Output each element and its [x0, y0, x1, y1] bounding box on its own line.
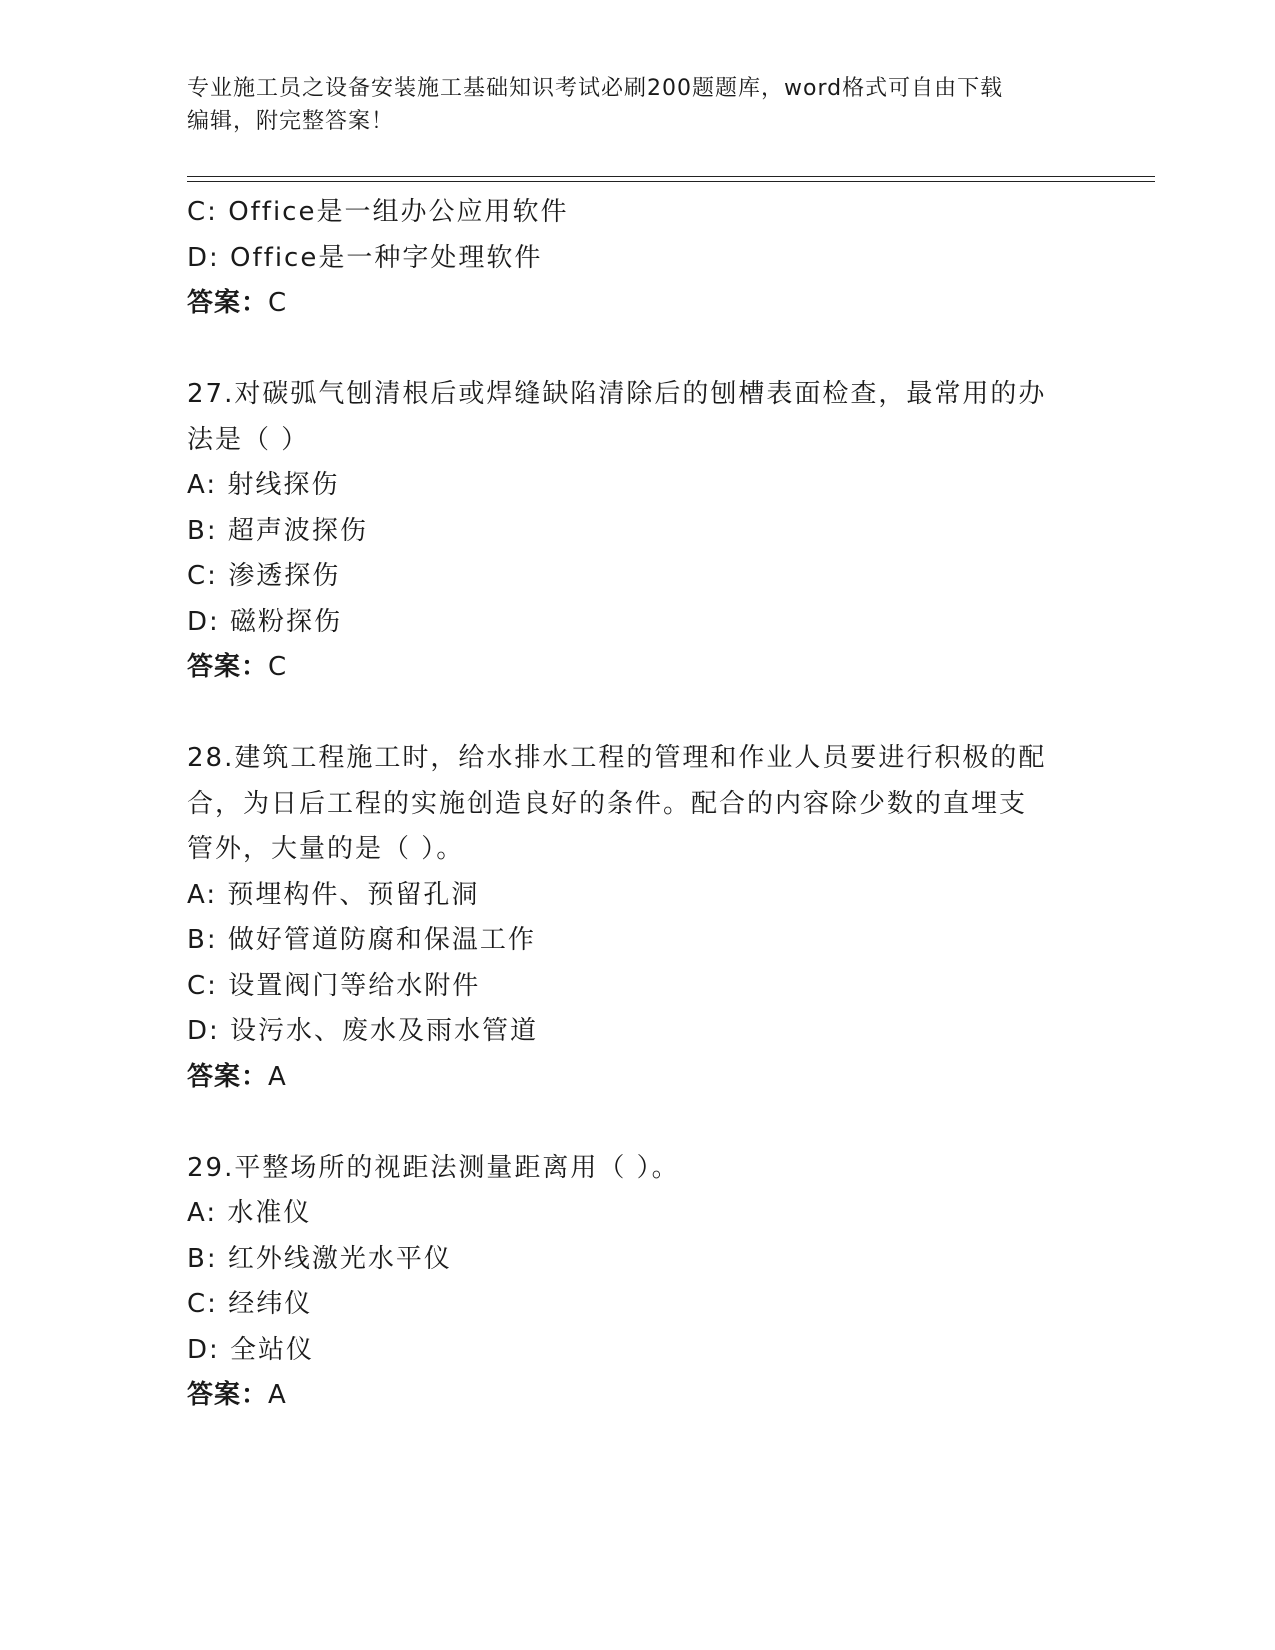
spacer — [187, 691, 1087, 737]
question-stem: 28.建筑工程施工时，给水排水工程的管理和作业人员要进行积极的配 合，为日后工程的实施创造良好的条件。配合的内容除少数的直埋支 管外，大量的是（ ）。 — [187, 743, 1047, 864]
option-b: B: 超声波探伤 — [187, 515, 368, 546]
option-c: C: Office是一组办公应用软件 — [187, 197, 569, 227]
header-title-line-1: 专业施工员之设备安装施工基础知识考试必刷200题题库，word格式可自由下载 — [187, 76, 1004, 101]
option-d: D: Office是一种字处理软件 — [187, 242, 543, 273]
header-divider-top — [187, 176, 1155, 177]
option-c: C: 经纬仪 — [187, 1289, 313, 1319]
spacer — [187, 327, 1087, 373]
question-list — [187, 190, 1087, 1419]
header-divider-bottom — [187, 181, 1155, 182]
option-b: B: 做好管道防腐和保温工作 — [187, 925, 536, 955]
answer-line: 答案：A — [187, 1380, 287, 1410]
answer-value: C — [268, 652, 288, 682]
option-d: D: 全站仪 — [187, 1334, 315, 1365]
question-stem: 27.对碳弧气刨清根后或焊缝缺陷清除后的刨槽表面检查，最常用的办 法是（ ） — [187, 379, 1047, 455]
spacer — [187, 1100, 1087, 1146]
option-d: D: 设污水、废水及雨水管道 — [187, 1016, 539, 1046]
answer-value: A — [268, 1061, 287, 1092]
option-c: C: 渗透探伤 — [187, 561, 341, 591]
option-c: C: 设置阀门等给水附件 — [187, 970, 481, 1001]
question-stem: 29.平整场所的视距法测量距离用（ ）。 — [187, 1152, 680, 1183]
document-header — [187, 72, 1067, 138]
option-a: A: 水准仪 — [187, 1198, 312, 1228]
question-block-27 — [187, 372, 1087, 691]
answer-value: C — [268, 288, 288, 318]
option-d: D: 磁粉探伤 — [187, 606, 343, 637]
question-block-prev — [187, 190, 1087, 327]
question-block-29 — [187, 1146, 1087, 1419]
answer-line: 答案：A — [187, 1061, 287, 1092]
option-b: B: 红外线激光水平仪 — [187, 1243, 452, 1274]
answer-line: 答案：C — [187, 652, 288, 682]
option-a: A: 预埋构件、预留孔洞 — [187, 879, 480, 910]
header-title-line-2: 编辑，附完整答案！ — [187, 109, 395, 134]
option-a: A: 射线探伤 — [187, 470, 340, 500]
question-block-28 — [187, 736, 1087, 1100]
answer-line: 答案：C — [187, 288, 288, 318]
answer-value: A — [268, 1380, 287, 1410]
